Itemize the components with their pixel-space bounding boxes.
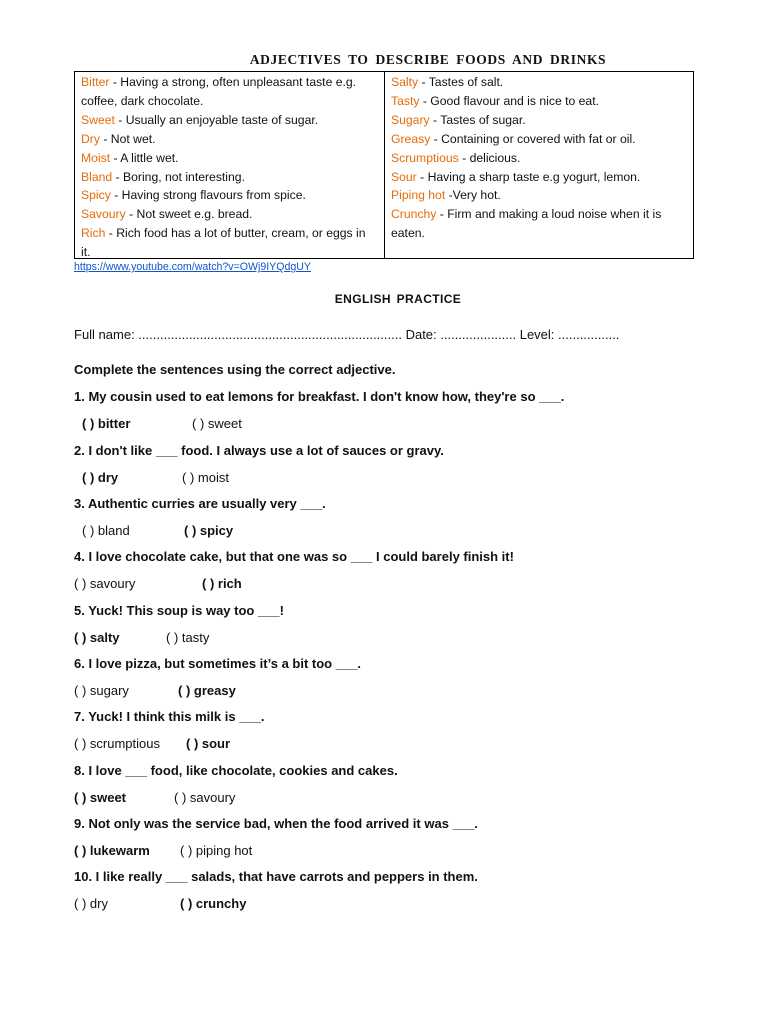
answer-option[interactable] xyxy=(74,736,160,751)
answer-option[interactable] xyxy=(182,470,229,485)
answer-option-label: ( ) salty xyxy=(74,630,120,645)
section-title: ENGLISH PRACTICE xyxy=(334,292,462,306)
vocabulary-definition: - Not sweet e.g. bread. xyxy=(125,207,253,222)
answer-option-label: ( ) savoury xyxy=(74,576,136,591)
answer-option[interactable] xyxy=(74,630,120,645)
question-text: 8. I love ___ food, like chocolate, cookies and cakes. xyxy=(74,763,398,778)
vocabulary-entry xyxy=(81,149,378,168)
instructions: Complete the sentences using the correct adjective. xyxy=(74,362,396,377)
vocabulary-term: Salty xyxy=(391,75,419,89)
answer-option[interactable] xyxy=(74,896,108,911)
answer-option-label: ( ) moist xyxy=(182,470,229,485)
answer-option-label: ( ) dry xyxy=(74,896,108,911)
vocabulary-entry xyxy=(81,111,378,130)
vocabulary-definition: - Having a sharp taste e.g yogurt, lemon. xyxy=(416,169,641,184)
vocabulary-term: Bitter xyxy=(81,75,110,89)
question-text: 4. I love chocolate cake, but that one was so ___ I could barely finish it! xyxy=(74,549,514,564)
vocabulary-term: Scrumptious xyxy=(391,150,459,165)
answer-option-label: ( ) piping hot xyxy=(180,843,253,858)
question-text: 6. I love pizza, but sometimes it’s a bit too ___. xyxy=(74,656,362,671)
vocabulary-entry xyxy=(81,205,378,224)
answer-option-label: ( ) bitter xyxy=(82,416,131,431)
youtube-link[interactable]: https://www.youtube.com/watch?v=OWj9IYQdgUY xyxy=(74,261,311,273)
vocabulary-entry xyxy=(81,168,378,187)
student-info-line: Full name: ......................................................................... Date: ..................... Level: ................. xyxy=(74,327,620,342)
vocabulary-column-right xyxy=(385,72,693,258)
question-text: 10. I like really ___ salads, that have carrots and peppers in them. xyxy=(74,869,478,884)
vocabulary-definition: - Having a strong, often unpleasant taste e.g. coffee, dark chocolate. xyxy=(81,75,357,108)
answer-option-label: ( ) sour xyxy=(186,736,231,751)
vocabulary-entry xyxy=(391,92,687,111)
vocabulary-term: Crunchy xyxy=(391,207,437,222)
vocabulary-entry xyxy=(81,130,378,149)
vocabulary-entry xyxy=(391,149,687,168)
vocabulary-definition: - Boring, not interesting. xyxy=(112,169,245,184)
answer-option[interactable] xyxy=(74,683,129,698)
vocabulary-definition: - A little wet. xyxy=(110,150,179,165)
answer-option-label: ( ) lukewarm xyxy=(74,843,150,858)
vocabulary-term: Bland xyxy=(81,169,113,184)
question-text: 7. Yuck! I think this milk is ___. xyxy=(74,709,265,724)
vocabulary-entry xyxy=(391,205,687,243)
answer-option[interactable] xyxy=(74,843,150,858)
vocabulary-entry xyxy=(391,168,687,187)
vocabulary-entry xyxy=(391,73,687,92)
vocabulary-term: Dry xyxy=(81,131,100,146)
vocabulary-definition: - Having strong flavours from spice. xyxy=(110,188,306,203)
vocabulary-definition: - Usually an enjoyable taste of sugar. xyxy=(114,112,319,127)
vocabulary-entry xyxy=(391,111,687,130)
answer-option[interactable] xyxy=(82,523,130,538)
question-text: 9. Not only was the service bad, when the food arrived it was ___. xyxy=(74,816,478,831)
answer-option-label: ( ) rich xyxy=(202,576,242,591)
answer-option[interactable] xyxy=(174,790,235,805)
answer-option-label: ( ) scrumptious xyxy=(74,736,160,751)
vocabulary-definition: - Tastes of salt. xyxy=(418,75,504,89)
answer-option[interactable] xyxy=(178,683,236,698)
answer-option-label: ( ) spicy xyxy=(184,523,234,538)
vocabulary-term: Sugary xyxy=(391,112,430,127)
vocabulary-entry xyxy=(81,224,378,262)
vocabulary-entry xyxy=(81,186,378,205)
answer-option-label: ( ) sweet xyxy=(74,790,127,805)
vocabulary-term: Sour xyxy=(391,169,417,184)
answer-option-label: ( ) crunchy xyxy=(180,896,247,911)
vocabulary-term: Spicy xyxy=(81,188,111,203)
question-text: 1. My cousin used to eat lemons for breakfast. I don't know how, they're so ___. xyxy=(74,389,565,404)
vocabulary-term: Piping hot xyxy=(391,188,446,203)
answer-option-label: ( ) bland xyxy=(82,523,130,538)
answer-option[interactable] xyxy=(166,630,209,645)
answer-option[interactable] xyxy=(192,416,242,431)
vocabulary-term: Savoury xyxy=(81,207,126,222)
vocabulary-term: Rich xyxy=(81,226,106,241)
answer-option[interactable] xyxy=(186,736,230,751)
answer-option-label: ( ) dry xyxy=(82,470,119,485)
question-text: 2. I don't like ___ food. I always use a lot of sauces or gravy. xyxy=(74,443,444,458)
vocabulary-entry xyxy=(81,73,378,111)
vocabulary-table xyxy=(74,71,694,259)
vocabulary-definition: - Not wet. xyxy=(99,131,156,146)
answer-option-label: ( ) savoury xyxy=(174,790,236,805)
vocabulary-column-left xyxy=(75,72,385,258)
answer-option[interactable] xyxy=(74,790,126,805)
answer-option[interactable] xyxy=(180,896,246,911)
vocabulary-term: Tasty xyxy=(391,93,420,108)
answer-option[interactable] xyxy=(74,576,135,591)
page-title: ADJECTIVES TO DESCRIBE FOODS AND DRINKS xyxy=(249,52,607,67)
vocabulary-definition: - Tastes of sugar. xyxy=(429,112,526,127)
vocabulary-term: Sweet xyxy=(81,112,115,127)
answer-option-label: ( ) tasty xyxy=(166,630,210,645)
answer-option[interactable] xyxy=(82,416,130,431)
answer-option-label: ( ) greasy xyxy=(178,683,236,698)
answer-option[interactable] xyxy=(202,576,242,591)
answer-option[interactable] xyxy=(82,470,118,485)
answer-option[interactable] xyxy=(184,523,233,538)
vocabulary-entry xyxy=(391,186,687,205)
question-text: 5. Yuck! This soup is way too ___! xyxy=(74,603,284,618)
answer-option-label: ( ) sweet xyxy=(192,416,242,431)
vocabulary-term: Moist xyxy=(81,150,111,165)
vocabulary-definition: - Containing or covered with fat or oil. xyxy=(430,131,636,146)
vocabulary-definition: - Rich food has a lot of butter, cream, or eggs in it. xyxy=(81,226,366,260)
vocabulary-definition: - Good flavour and is nice to eat. xyxy=(419,93,599,108)
vocabulary-definition: -Very hot. xyxy=(445,188,501,203)
vocabulary-term: Greasy xyxy=(391,131,431,146)
answer-option-label: ( ) sugary xyxy=(74,683,129,698)
vocabulary-definition: - Firm and making a loud noise when it is eaten. xyxy=(391,207,662,241)
question-text: 3. Authentic curries are usually very ___. xyxy=(74,496,326,511)
vocabulary-entry xyxy=(391,130,687,149)
vocabulary-definition: - delicious. xyxy=(458,150,521,165)
answer-option[interactable] xyxy=(180,843,252,858)
